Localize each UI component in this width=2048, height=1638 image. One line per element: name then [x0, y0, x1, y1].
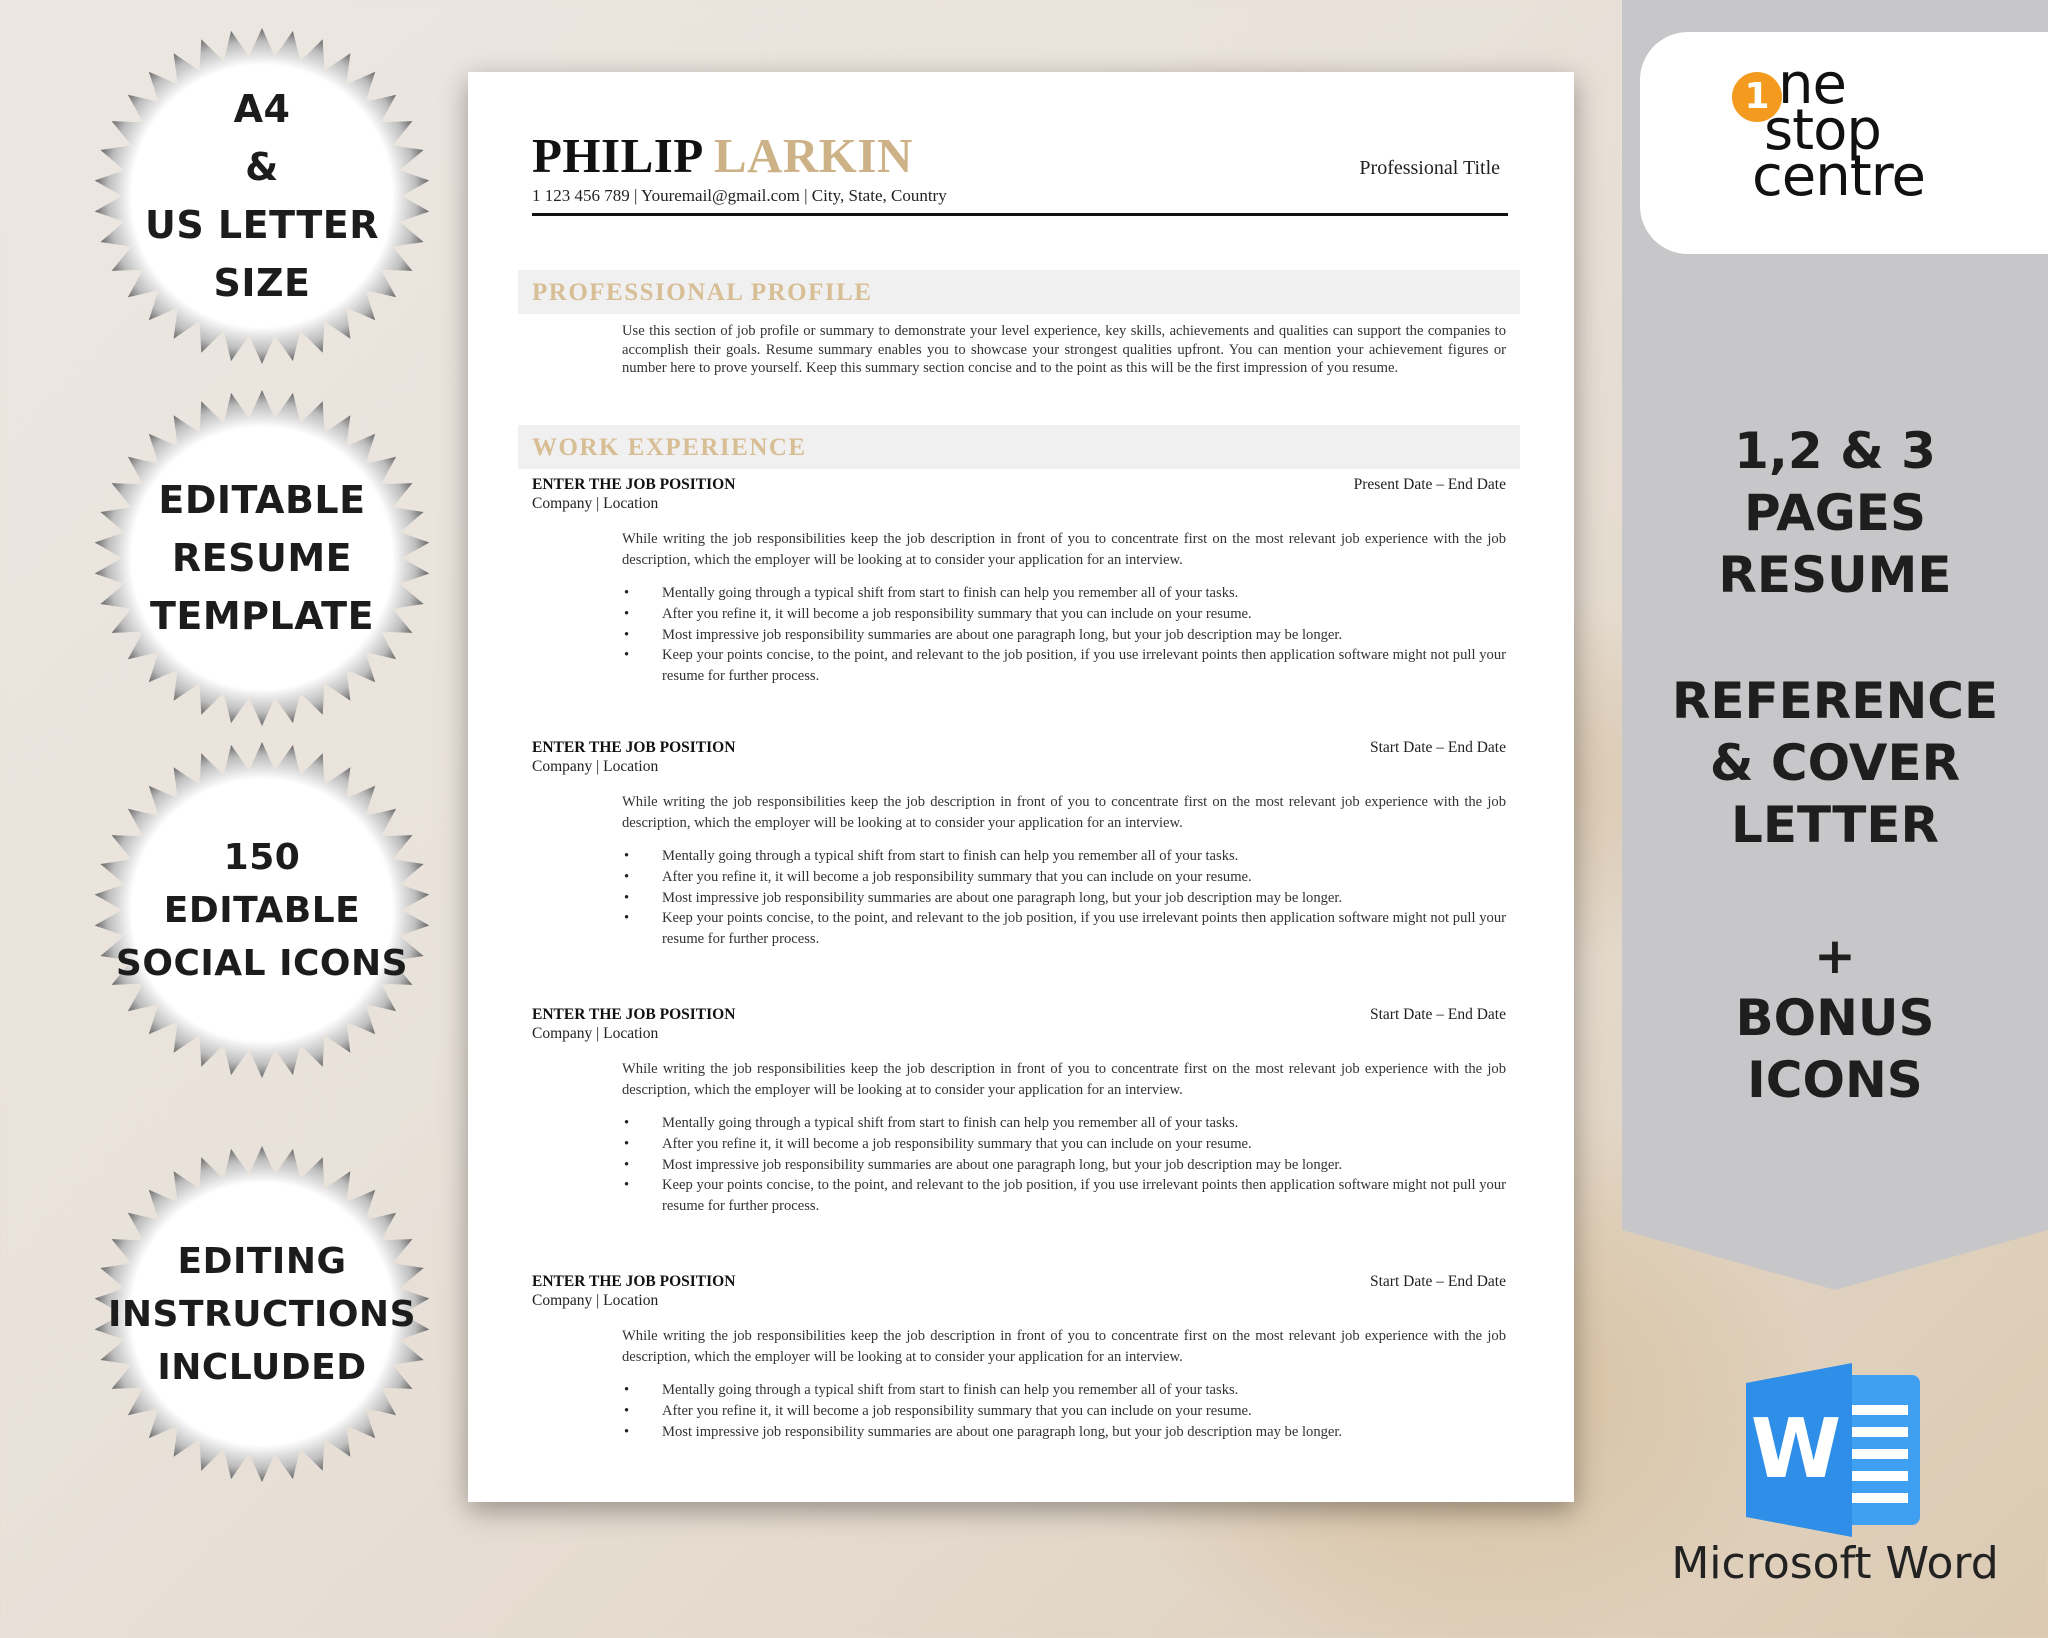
- badge-line: &: [245, 145, 279, 189]
- badge-paper-size: [92, 26, 432, 366]
- section-heading-work: WORK EXPERIENCE: [518, 425, 1520, 469]
- job-bullet: • After you refine it, it will become a job responsibility summary that you can include on your resume.: [662, 867, 1506, 888]
- badge-line: EDITABLE: [158, 478, 366, 522]
- feature-line: 1,2 & 3: [1734, 422, 1936, 480]
- job-bullet: • Mentally going through a typical shift from start to finish can help you remember all of your tasks.: [662, 583, 1506, 604]
- job-bullet-list: [662, 846, 1506, 950]
- job-bullet-list: [662, 1380, 1506, 1442]
- badge-instructions: [92, 1144, 432, 1484]
- microsoft-word-label: Microsoft Word: [1671, 1538, 1999, 1589]
- job-bullet: • Most impressive job responsibility summaries are about one paragraph long, but your job description may be longer.: [662, 1155, 1506, 1176]
- job-entry: [532, 1273, 1506, 1493]
- job-bullet: • Most impressive job responsibility summaries are about one paragraph long, but your job description may be longer.: [662, 625, 1506, 646]
- job-bullet: • Keep your points concise, to the point, and relevant to the job position, if you use irrelevant points then application software might not pull your resume for further process.: [662, 1175, 1506, 1217]
- feature-cover-letter: [1622, 670, 2048, 856]
- microsoft-word-icon: [1740, 1355, 1930, 1545]
- job-company: Company | Location: [532, 495, 659, 512]
- badge-line: INSTRUCTIONS: [108, 1293, 416, 1335]
- badge-social-icons: [92, 740, 432, 1080]
- feature-line: RESUME: [1718, 546, 1952, 604]
- job-dates: Start Date – End Date: [1369, 1006, 1506, 1023]
- job-bullet-list: [662, 1113, 1506, 1217]
- profile-paragraph: Use this section of job profile or summary to demonstrate your level experience, key skills, achievements and qualities can support the companies to accomplish their goals. Resume summary enables you to showcase your strongest qualities upfront. You can mention your achievement figures or number here to prove yourself. Keep this summary section concise and to the point as this will be the first impression of you resume.: [622, 323, 1506, 377]
- badge-editable-template: [92, 388, 432, 728]
- job-company: Company | Location: [532, 1025, 659, 1042]
- badge-line: INCLUDED: [157, 1346, 367, 1388]
- badge-line: RESUME: [171, 536, 353, 580]
- logo-one-icon: 1: [1732, 72, 1782, 122]
- job-title: ENTER THE JOB POSITION: [532, 476, 736, 493]
- job-bullet: • Most impressive job responsibility summaries are about one paragraph long, but your job description may be longer.: [662, 1422, 1506, 1443]
- job-bullet-list: [662, 583, 1506, 687]
- word-icon-letter: W: [1750, 1402, 1842, 1497]
- job-bullet: • Keep your points concise, to the point, and relevant to the job position, if you use irrelevant points then application software might not pull your resume for further process.: [662, 645, 1506, 687]
- last-name: LARKIN: [713, 128, 913, 183]
- job-entry: [532, 1006, 1506, 1226]
- badge-line: 150: [223, 836, 301, 878]
- job-bullet: • Keep your points concise, to the point, and relevant to the job position, if you use irrelevant points then application software might not pull your resume for further process.: [662, 908, 1506, 950]
- job-title: ENTER THE JOB POSITION: [532, 739, 736, 756]
- job-title: ENTER THE JOB POSITION: [532, 1273, 736, 1290]
- badge-line: SOCIAL ICONS: [115, 942, 409, 984]
- logo-line: centre: [1752, 144, 1925, 209]
- badge-line: EDITING: [177, 1240, 347, 1282]
- logo-line: ne: [1778, 52, 1846, 117]
- badge-line: A4: [233, 87, 291, 131]
- job-dates: Present Date – End Date: [1353, 476, 1506, 493]
- job-entry: [532, 739, 1506, 959]
- feature-line: +: [1814, 927, 1856, 985]
- feature-pages: [1622, 420, 2048, 606]
- feature-line: REFERENCE: [1671, 672, 1999, 730]
- job-company: Company | Location: [532, 758, 659, 775]
- job-description: While writing the job responsibilities keep the job description in front of you to concentrate first on the most relevant job experience with the job description, which the employer will be looking at to consider your application for an interview.: [622, 1328, 1506, 1365]
- first-name: PHILIP: [532, 128, 702, 183]
- job-dates: Start Date – End Date: [1369, 1273, 1506, 1290]
- job-title: ENTER THE JOB POSITION: [532, 1006, 736, 1023]
- contact-line: 1 123 456 789 | Youremail@gmail.com | City, State, Country: [532, 186, 947, 205]
- badge-line: TEMPLATE: [149, 594, 375, 638]
- job-company: Company | Location: [532, 1292, 659, 1309]
- section-heading-profile: PROFESSIONAL PROFILE: [518, 270, 1520, 314]
- resume-page: [468, 72, 1574, 1502]
- header-divider: [532, 213, 1508, 216]
- feature-line: PAGES: [1744, 484, 1926, 542]
- job-bullet: • After you refine it, it will become a job responsibility summary that you can include on your resume.: [662, 1134, 1506, 1155]
- job-description: While writing the job responsibilities keep the job description in front of you to concentrate first on the most relevant job experience with the job description, which the employer will be looking at to consider your application for an interview.: [622, 1061, 1506, 1098]
- brand-logo-text: [1752, 52, 1972, 209]
- job-bullet: • Most impressive job responsibility summaries are about one paragraph long, but your job description may be longer.: [662, 888, 1506, 909]
- job-bullet: • Mentally going through a typical shift from start to finish can help you remember all of your tasks.: [662, 1380, 1506, 1401]
- feature-line: & COVER: [1709, 734, 1961, 792]
- professional-title: Professional Title: [1359, 157, 1500, 179]
- job-bullet: • Mentally going through a typical shift from start to finish can help you remember all of your tasks.: [662, 1113, 1506, 1134]
- badge-line: US LETTER: [144, 203, 380, 247]
- feature-line: ICONS: [1747, 1051, 1923, 1109]
- job-bullet: • After you refine it, it will become a job responsibility summary that you can include on your resume.: [662, 1401, 1506, 1422]
- logo-line: stop: [1764, 98, 1881, 163]
- job-dates: Start Date – End Date: [1369, 739, 1506, 756]
- job-bullet: • After you refine it, it will become a job responsibility summary that you can include on your resume.: [662, 604, 1506, 625]
- badge-line: EDITABLE: [163, 889, 361, 931]
- feature-bonus: [1622, 925, 2048, 1111]
- resume-name: [532, 127, 913, 184]
- job-description: While writing the job responsibilities keep the job description in front of you to concentrate first on the most relevant job experience with the job description, which the employer will be looking at to consider your application for an interview.: [622, 794, 1506, 831]
- badge-line: SIZE: [213, 261, 311, 305]
- feature-line: BONUS: [1735, 989, 1935, 1047]
- feature-line: LETTER: [1730, 796, 1940, 854]
- job-bullet: • Mentally going through a typical shift from start to finish can help you remember all of your tasks.: [662, 846, 1506, 867]
- job-description: While writing the job responsibilities keep the job description in front of you to concentrate first on the most relevant job experience with the job description, which the employer will be looking at to consider your application for an interview.: [622, 531, 1506, 568]
- job-entry: [532, 476, 1506, 696]
